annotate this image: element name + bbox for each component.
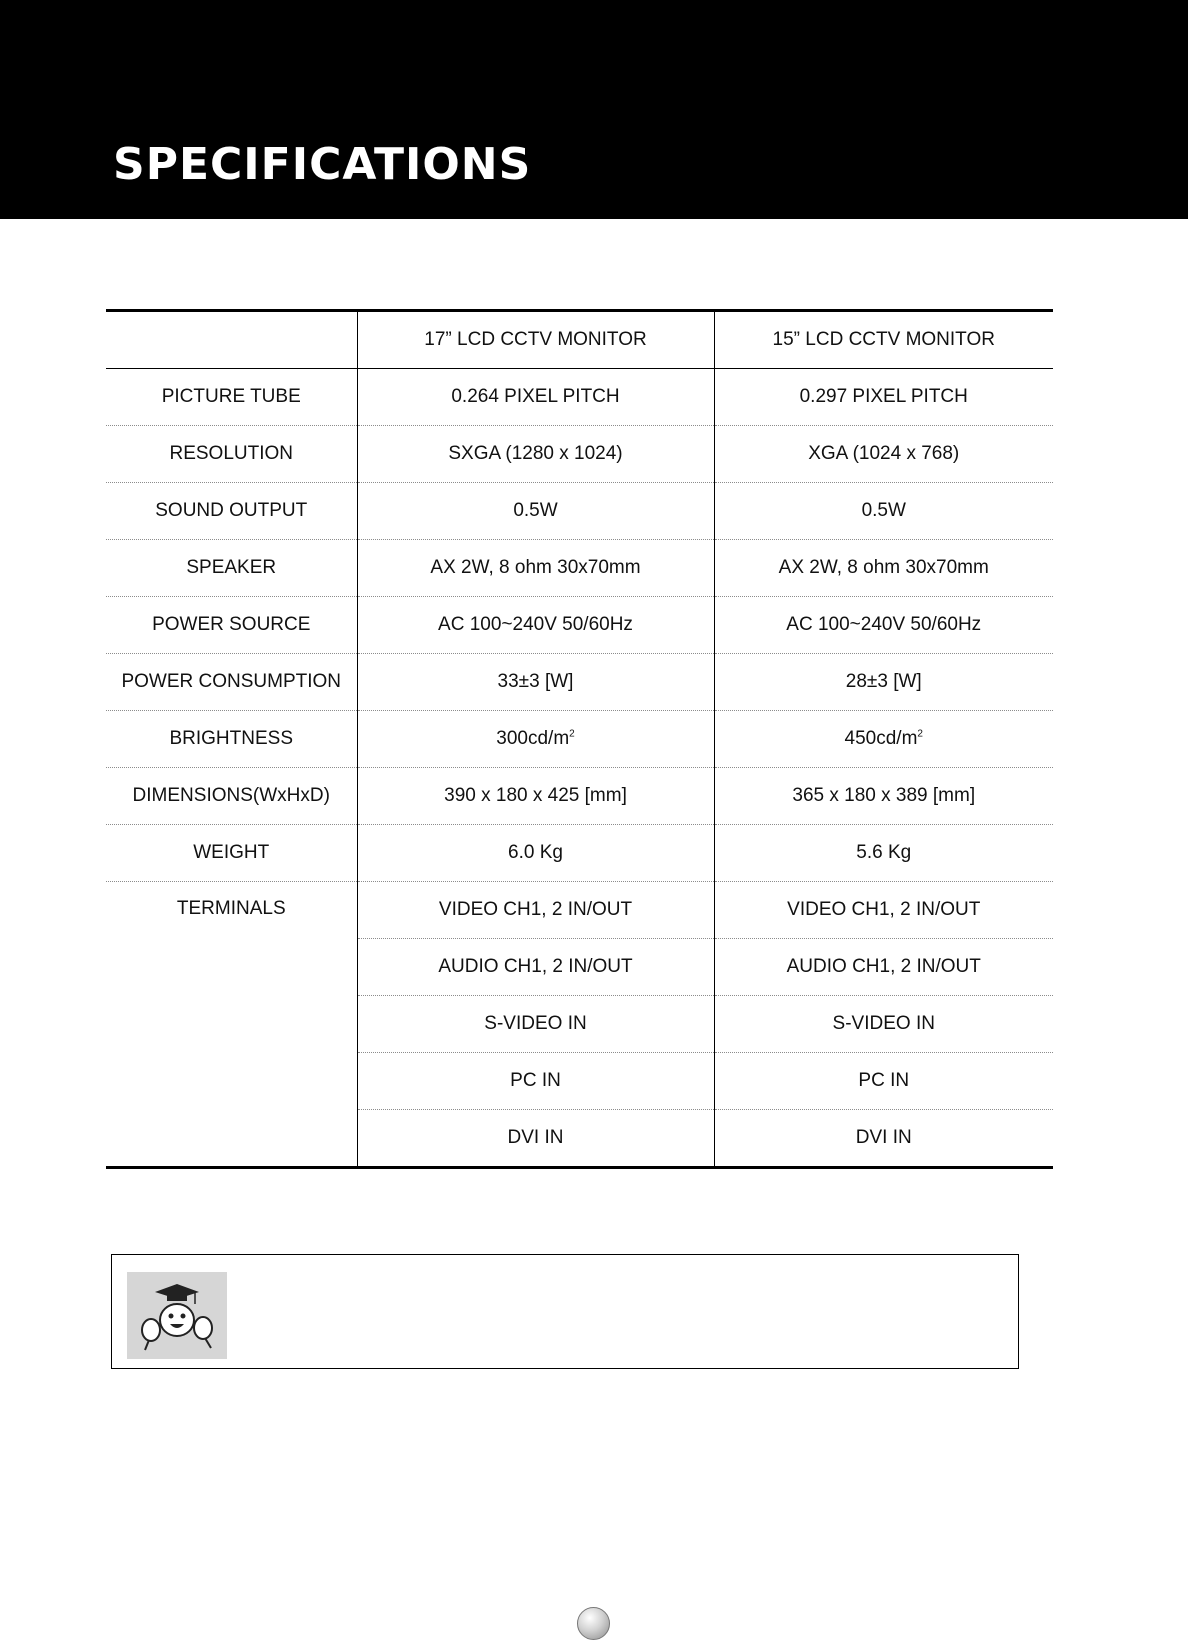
page-number-bullet: [577, 1607, 610, 1640]
column-header-blank: [106, 311, 357, 369]
table-row: [106, 369, 1053, 426]
value-15-inch: AX 2W, 8 ohm 30x70mm: [714, 540, 1053, 597]
table-row: [106, 711, 1053, 768]
specifications-table: [106, 309, 1053, 1169]
graduate-mascot-icon: [127, 1272, 227, 1359]
value-17-inch: 0.264 PIXEL PITCH: [357, 369, 714, 426]
value-15-inch: 0.5W: [714, 483, 1053, 540]
unit-superscript: 2: [917, 728, 923, 740]
value-17-inch: AUDIO CH1, 2 IN/OUT: [357, 939, 714, 996]
row-label: WEIGHT: [106, 825, 357, 882]
column-header-15-inch: 15” LCD CCTV MONITOR: [714, 311, 1053, 369]
value-15-inch: AUDIO CH1, 2 IN/OUT: [714, 939, 1053, 996]
note-box: [111, 1254, 1019, 1369]
row-label-terminals: TERMINALS: [176, 898, 286, 919]
value-15-inch: [714, 711, 1053, 768]
value-17-inch: 0.5W: [357, 483, 714, 540]
row-label: RESOLUTION: [106, 426, 357, 483]
row-label: BRIGHTNESS: [106, 711, 357, 768]
table-row: [106, 825, 1053, 882]
table-row: [106, 654, 1053, 711]
row-label: POWER CONSUMPTION: [106, 654, 357, 711]
value-15-inch: 0.297 PIXEL PITCH: [714, 369, 1053, 426]
page-title: SPECIFICATIONS: [113, 139, 532, 190]
value-15-inch: DVI IN: [714, 1110, 1053, 1168]
value-17-inch: 33±3 [W]: [357, 654, 714, 711]
table-header-row: [106, 311, 1053, 369]
table-row: [106, 768, 1053, 825]
table-row: [106, 483, 1053, 540]
value-17-inch: 6.0 Kg: [357, 825, 714, 882]
table-row: [106, 597, 1053, 654]
value-15-inch: 365 x 180 x 389 [mm]: [714, 768, 1053, 825]
brightness-value: 450cd/m: [844, 728, 918, 749]
unit-superscript: 2: [569, 728, 575, 740]
row-label: PICTURE TUBE: [106, 369, 357, 426]
value-17-inch: VIDEO CH1, 2 IN/OUT: [357, 882, 714, 939]
value-17-inch: PC IN: [357, 1053, 714, 1110]
row-label: SOUND OUTPUT: [106, 483, 357, 540]
row-label: DIMENSIONS(WxHxD): [106, 768, 357, 825]
table-row: [106, 540, 1053, 597]
value-17-inch: 390 x 180 x 425 [mm]: [357, 768, 714, 825]
table-row: [106, 426, 1053, 483]
value-17-inch: [357, 711, 714, 768]
value-17-inch: SXGA (1280 x 1024): [357, 426, 714, 483]
value-15-inch: XGA (1024 x 768): [714, 426, 1053, 483]
value-17-inch: S-VIDEO IN: [357, 996, 714, 1053]
value-17-inch: AC 100~240V 50/60Hz: [357, 597, 714, 654]
value-15-inch: 28±3 [W]: [714, 654, 1053, 711]
value-15-inch: S-VIDEO IN: [714, 996, 1053, 1053]
table-row: [106, 882, 1053, 939]
value-17-inch: AX 2W, 8 ohm 30x70mm: [357, 540, 714, 597]
value-15-inch: PC IN: [714, 1053, 1053, 1110]
brightness-value: 300cd/m: [496, 728, 570, 749]
value-15-inch: VIDEO CH1, 2 IN/OUT: [714, 882, 1053, 939]
value-15-inch: AC 100~240V 50/60Hz: [714, 597, 1053, 654]
value-15-inch: 5.6 Kg: [714, 825, 1053, 882]
row-label: POWER SOURCE: [106, 597, 357, 654]
row-label: SPEAKER: [106, 540, 357, 597]
value-17-inch: DVI IN: [357, 1110, 714, 1168]
column-header-17-inch: 17” LCD CCTV MONITOR: [357, 311, 714, 369]
